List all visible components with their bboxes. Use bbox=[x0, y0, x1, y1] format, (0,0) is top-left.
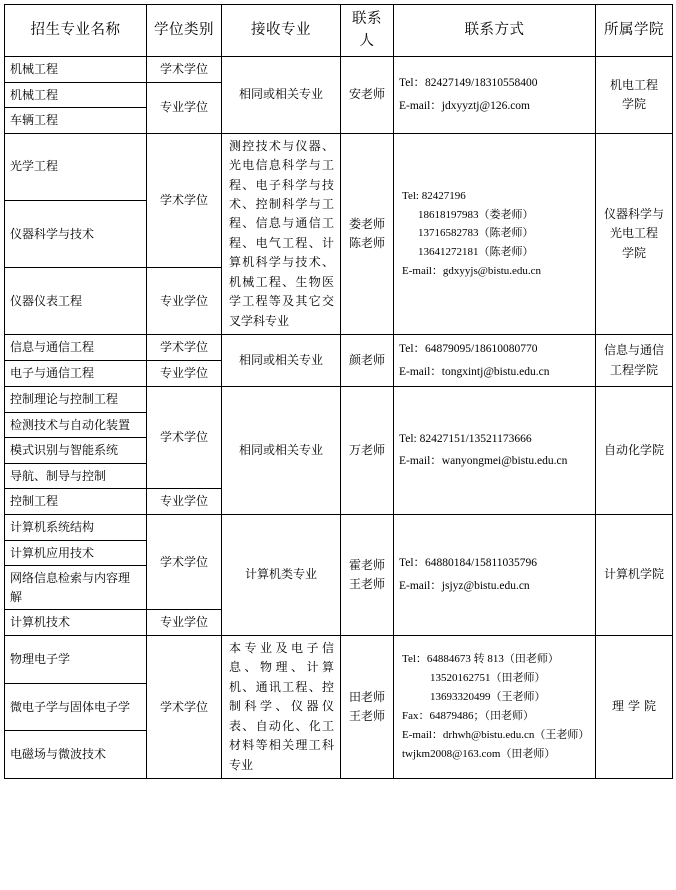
contact-person-cell bbox=[341, 386, 394, 514]
college-cell bbox=[596, 514, 673, 635]
column-header-major: 招生专业名称 bbox=[5, 5, 147, 57]
header-row bbox=[5, 5, 673, 57]
major-name-cell: 机械工程 bbox=[5, 82, 147, 108]
college-name-line: 计算机学院 bbox=[603, 567, 664, 582]
college-cell bbox=[596, 635, 673, 778]
contact-person-name: 王老师 bbox=[348, 576, 385, 591]
contact-info-line: 13520162751（田老师） bbox=[430, 672, 546, 685]
major-name-cell: 光学工程 bbox=[5, 133, 147, 200]
college-name-line: 机电工程 bbox=[609, 77, 658, 92]
college-name-line: 光电工程 bbox=[609, 226, 658, 241]
college-name-line: 仪器科学与 bbox=[603, 207, 664, 222]
contact-person-cell bbox=[341, 133, 394, 334]
major-name-cell: 电磁场与微波技术 bbox=[5, 731, 147, 779]
accepted-major-cell: 相同或相关专业 bbox=[222, 386, 341, 514]
college-name-line: 工程学院 bbox=[609, 362, 658, 377]
column-header-contact-person: 联系人 bbox=[341, 5, 394, 57]
accepted-major-cell: 测控技术与仪器、光电信息科学与工程、电子科学与技术、控制科学与工程、信息与通信工程、电气工程、计算机科学与技术、机械工程、生物医学工程等及其它交叉学科专业 bbox=[222, 133, 341, 334]
column-header-degree-type: 学位类别 bbox=[147, 5, 222, 57]
contact-person-name: 霍老师 bbox=[348, 557, 385, 572]
contact-person-cell bbox=[341, 56, 394, 133]
contact-info-line: 13641272181（陈老师） bbox=[418, 246, 534, 259]
contact-person-name: 田老师 bbox=[348, 689, 385, 704]
contact-info-line: E-mail：jdxyyztj@126.com bbox=[399, 99, 530, 112]
major-name-cell: 仪器科学与技术 bbox=[5, 200, 147, 267]
degree-type-cell: 专业学位 bbox=[147, 610, 222, 636]
major-name-cell: 网络信息检索与内容理解 bbox=[5, 566, 147, 610]
table-row bbox=[5, 335, 673, 361]
contact-info-line: twjkm2008@163.com（田老师） bbox=[402, 747, 556, 760]
contact-info-cell bbox=[394, 514, 596, 635]
college-cell bbox=[596, 386, 673, 514]
college-name-line: 学院 bbox=[621, 245, 646, 260]
contact-person-cell bbox=[341, 335, 394, 387]
major-name-cell: 控制工程 bbox=[5, 489, 147, 515]
contact-info-cell bbox=[394, 635, 596, 778]
contact-info-line: 18618197983（娄老师） bbox=[418, 208, 534, 221]
contact-info-line: E-mail：wanyongmei@bistu.edu.cn bbox=[399, 455, 568, 468]
contact-person-cell bbox=[341, 514, 394, 635]
degree-type-cell: 学术学位 bbox=[147, 133, 222, 267]
college-name: 理学院 bbox=[611, 699, 660, 714]
table-row bbox=[5, 56, 673, 82]
contact-info-line: E-mail：tongxintj@bistu.edu.cn bbox=[399, 365, 550, 378]
contact-info-line: E-mail：jsjyz@bistu.edu.cn bbox=[399, 579, 530, 592]
college-name-line: 学院 bbox=[621, 96, 646, 111]
major-name-cell: 微电子学与固体电子学 bbox=[5, 683, 147, 731]
contact-person-name: 安老师 bbox=[348, 87, 385, 102]
contact-info-cell bbox=[394, 335, 596, 387]
contact-info-line: Tel：64884673 转 813（田老师） bbox=[402, 653, 559, 666]
contact-info-line: Fax：64879486；（田老师） bbox=[402, 709, 534, 722]
contact-info-line: E-mail：drhwh@bistu.edu.cn（王老师） bbox=[402, 728, 590, 741]
college-cell bbox=[596, 56, 673, 133]
contact-person-cell bbox=[341, 635, 394, 778]
contact-info-line: Tel：82427149/18310558400 bbox=[399, 77, 538, 90]
contact-info-line: Tel：64879095/18610080770 bbox=[399, 343, 538, 356]
admissions-table bbox=[4, 4, 673, 779]
accepted-major-cell: 相同或相关专业 bbox=[222, 56, 341, 133]
degree-type-cell: 学术学位 bbox=[147, 335, 222, 361]
degree-type-cell: 专业学位 bbox=[147, 361, 222, 387]
major-name-cell: 电子与通信工程 bbox=[5, 361, 147, 387]
contact-info-line: E-mail：gdxyyjs@bistu.edu.cn bbox=[402, 265, 542, 278]
college-cell bbox=[596, 335, 673, 387]
degree-type-cell: 学术学位 bbox=[147, 56, 222, 82]
major-name-cell: 机械工程 bbox=[5, 56, 147, 82]
contact-info-cell bbox=[394, 56, 596, 133]
major-name-cell: 仪器仪表工程 bbox=[5, 267, 147, 334]
contact-info-line: 13716582783（陈老师） bbox=[418, 227, 534, 240]
accepted-major-cell: 相同或相关专业 bbox=[222, 335, 341, 387]
column-header-college: 所属学院 bbox=[596, 5, 673, 57]
major-name-cell: 导航、制导与控制 bbox=[5, 463, 147, 489]
column-header-accepted-major: 接收专业 bbox=[222, 5, 341, 57]
major-name-cell: 计算机应用技术 bbox=[5, 540, 147, 566]
major-name-cell: 计算机技术 bbox=[5, 610, 147, 636]
major-name-cell: 控制理论与控制工程 bbox=[5, 386, 147, 412]
contact-person-name: 王老师 bbox=[348, 708, 385, 723]
contact-person-name: 万老师 bbox=[348, 442, 385, 457]
degree-type-cell: 专业学位 bbox=[147, 267, 222, 334]
contact-info-cell bbox=[394, 133, 596, 334]
accepted-major-cell: 本专业及电子信息、物理、计算机、通讯工程、控制科学、仪器仪表、自动化、化工材料等相关理工科专业 bbox=[222, 635, 341, 778]
degree-type-cell: 学术学位 bbox=[147, 635, 222, 778]
contact-info-line: Tel：64880184/15811035796 bbox=[399, 557, 538, 570]
table-row bbox=[5, 386, 673, 412]
contact-info-line: Tel: 82427151/13521173666 bbox=[399, 433, 532, 445]
major-name-cell: 模式识别与智能系统 bbox=[5, 438, 147, 464]
degree-type-cell: 专业学位 bbox=[147, 82, 222, 133]
table-row bbox=[5, 133, 673, 200]
degree-type-cell: 学术学位 bbox=[147, 514, 222, 609]
contact-person-name: 颜老师 bbox=[348, 352, 385, 367]
contact-person-name: 娄老师 bbox=[348, 216, 385, 231]
table-body bbox=[5, 56, 673, 778]
major-name-cell: 信息与通信工程 bbox=[5, 335, 147, 361]
degree-type-cell: 学术学位 bbox=[147, 386, 222, 488]
table-row bbox=[5, 514, 673, 540]
college-cell bbox=[596, 133, 673, 334]
contact-person-name: 陈老师 bbox=[348, 235, 385, 250]
major-name-cell: 检测技术与自动化装置 bbox=[5, 412, 147, 438]
college-name-line: 信息与通信 bbox=[603, 343, 664, 358]
degree-type-cell: 专业学位 bbox=[147, 489, 222, 515]
contact-info-line: Tel: 82427196 bbox=[402, 189, 466, 202]
major-name-cell: 物理电子学 bbox=[5, 635, 147, 683]
table-header bbox=[5, 5, 673, 57]
contact-info-cell bbox=[394, 386, 596, 514]
college-name-line: 自动化学院 bbox=[603, 442, 664, 457]
accepted-major-cell: 计算机类专业 bbox=[222, 514, 341, 635]
major-name-cell: 计算机系统结构 bbox=[5, 514, 147, 540]
table-row bbox=[5, 635, 673, 683]
major-name-cell: 车辆工程 bbox=[5, 108, 147, 134]
column-header-contact-info: 联系方式 bbox=[394, 5, 596, 57]
contact-info-line: 13693320499（王老师） bbox=[430, 691, 546, 703]
